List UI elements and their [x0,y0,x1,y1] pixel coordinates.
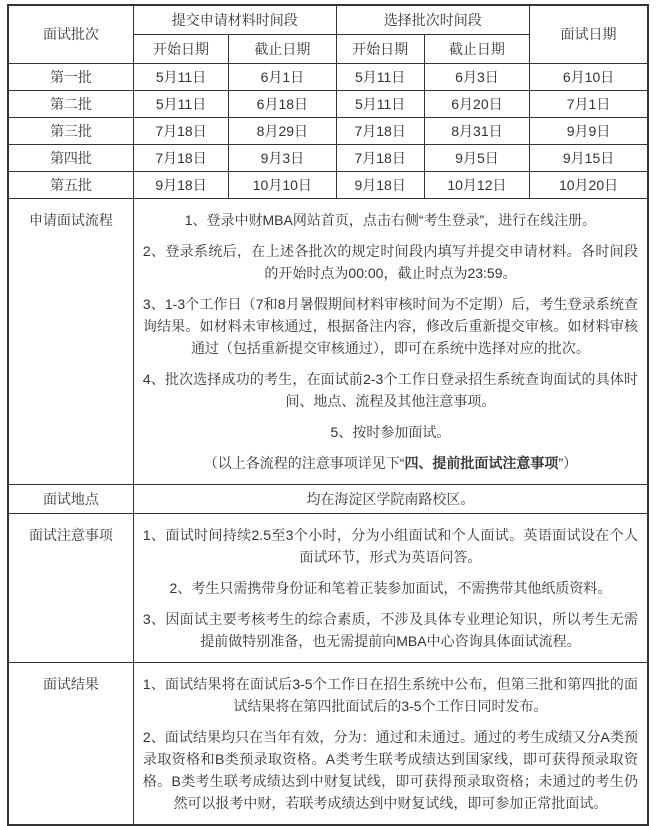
select-start-cell: 5月11日 [336,63,424,90]
process-step-2: 2、登录系统后，在上述各批次的规定时间段内填写并提交申请材料。各时间段的开始时点为00:00，截止时点为23:59。 [142,242,638,281]
notes-section-label: 面试注意事项 [8,513,133,662]
notes-section-content [133,513,648,662]
header-batch-column: 面试批次 [8,5,133,63]
select-start-cell: 9月18日 [336,171,424,198]
results-section-content [133,662,648,825]
process-step-3: 3、1-3个工作日（7和8月暑假期间材料审核时间为不定期）后，考生登录系统查询结果。如材料未审核通过，根据备注内容，修改后重新提交审核。如材料审核通过（包括重新提交审核通过），即可在系统中选择对应的批次。 [142,295,638,356]
interview-date-cell: 7月1日 [530,90,648,117]
select-end-cell: 9月5日 [424,144,529,171]
interview-date-cell: 9月9日 [530,117,648,144]
table-row-batch-2 [8,90,648,117]
header-select-end-date: 截止日期 [424,34,529,63]
header-submit-start-date: 开始日期 [133,34,228,63]
submit-start-cell: 9月18日 [133,171,228,198]
process-note [143,452,638,474]
submit-end-cell: 6月1日 [229,63,336,90]
process-section-content [133,198,648,484]
submit-start-cell: 5月11日 [133,63,228,90]
interview-date-cell: 6月10日 [530,63,648,90]
select-end-cell: 6月3日 [424,63,529,90]
table-row-batch-1 [8,63,648,90]
batch-name-cell: 第二批 [8,90,133,117]
submit-start-cell: 7月18日 [133,144,228,171]
batch-name-cell: 第三批 [8,117,133,144]
submit-start-cell: 7月18日 [133,117,228,144]
notes-item-3: 3、因面试主要考核考生的综合素质，不涉及具体专业理论知识，所以考生无需提前做特别准备，也无需提前向MBA中心咨询具体面试流程。 [142,610,638,649]
table-row-batch-4 [8,144,648,171]
location-section-label: 面试地点 [8,484,133,513]
process-section-label: 申请面试流程 [8,198,133,484]
location-section-content: 均在海淀区学院南路校区。 [133,484,648,513]
table-row-batch-3 [8,117,648,144]
results-item-1: 1、面试结果将在面试后3-5个工作日在招生系统中公布，但第三批和第四批的面试结果将在第四批面试后的3-5个工作日同时发布。 [142,675,638,714]
results-section-label: 面试结果 [8,662,133,825]
table-row-batch-5 [8,171,648,198]
notes-item-2: 2、考生只需携带身份证和笔着正装参加面试，不需携带其他纸质资料。 [169,579,612,596]
header-select-start-date: 开始日期 [336,34,424,63]
submit-end-cell: 9月3日 [229,144,336,171]
table-row-process [8,198,648,484]
process-step-5: 5、按时参加面试。 [330,423,451,440]
batch-name-cell: 第四批 [8,144,133,171]
interview-date-cell: 9月15日 [530,144,648,171]
select-end-cell: 6月20日 [424,90,529,117]
process-note-suffix: ”） [558,454,578,471]
process-note-prefix: （以上各流程的注意事项详见下“ [203,454,405,471]
select-end-cell: 10月12日 [424,171,529,198]
notes-item-1: 1、面试时间持续2.5至3个小时，分为小组面试和个人面试。英语面试设在个人面试环节，形式为英语问答。 [142,526,638,565]
header-submit-period-group: 提交申请材料时间段 [133,5,336,34]
table-row-notes [8,513,648,662]
batch-name-cell: 第五批 [8,171,133,198]
header-interview-date-column: 面试日期 [530,5,648,63]
header-row-1 [8,5,648,34]
interview-schedule-table [7,4,649,826]
select-start-cell: 7月18日 [336,117,424,144]
select-start-cell: 7月18日 [336,144,424,171]
submit-end-cell: 6月18日 [229,90,336,117]
interview-date-cell: 10月20日 [530,171,648,198]
submit-end-cell: 8月29日 [229,117,336,144]
submit-start-cell: 5月11日 [133,90,228,117]
table-row-results [8,662,648,825]
process-step-4: 4、批次选择成功的考生，在面试前2-3个工作日登录招生系统查询面试的具体时间、地点、流程及其他注意事项。 [142,370,638,409]
select-end-cell: 8月31日 [424,117,529,144]
table-row-location [8,484,648,513]
process-note-bold-reference: 四、提前批面试注意事项 [404,454,559,471]
results-item-2: 2、面试结果均只在当年有效，分为：通过和未通过。通过的考生成绩又分A类预录取资格和B类预录取资格。A类考生联考成绩达到国家线，即可获得预录取资格。B类考生联考成绩达到中财复试线，即可获得预录取资格；未通过的考生仍然可以报考中财，若联考成绩达到中财复试线，即可参加正常批面试。 [142,728,638,811]
header-submit-end-date: 截止日期 [229,34,336,63]
process-step-1: 1、登录中财MBA网站首页，点击右侧“考生登录”，进行在线注册。 [184,211,597,228]
batch-name-cell: 第一批 [8,63,133,90]
header-select-period-group: 选择批次时间段 [336,5,530,34]
select-start-cell: 5月11日 [336,90,424,117]
submit-end-cell: 10月10日 [229,171,336,198]
